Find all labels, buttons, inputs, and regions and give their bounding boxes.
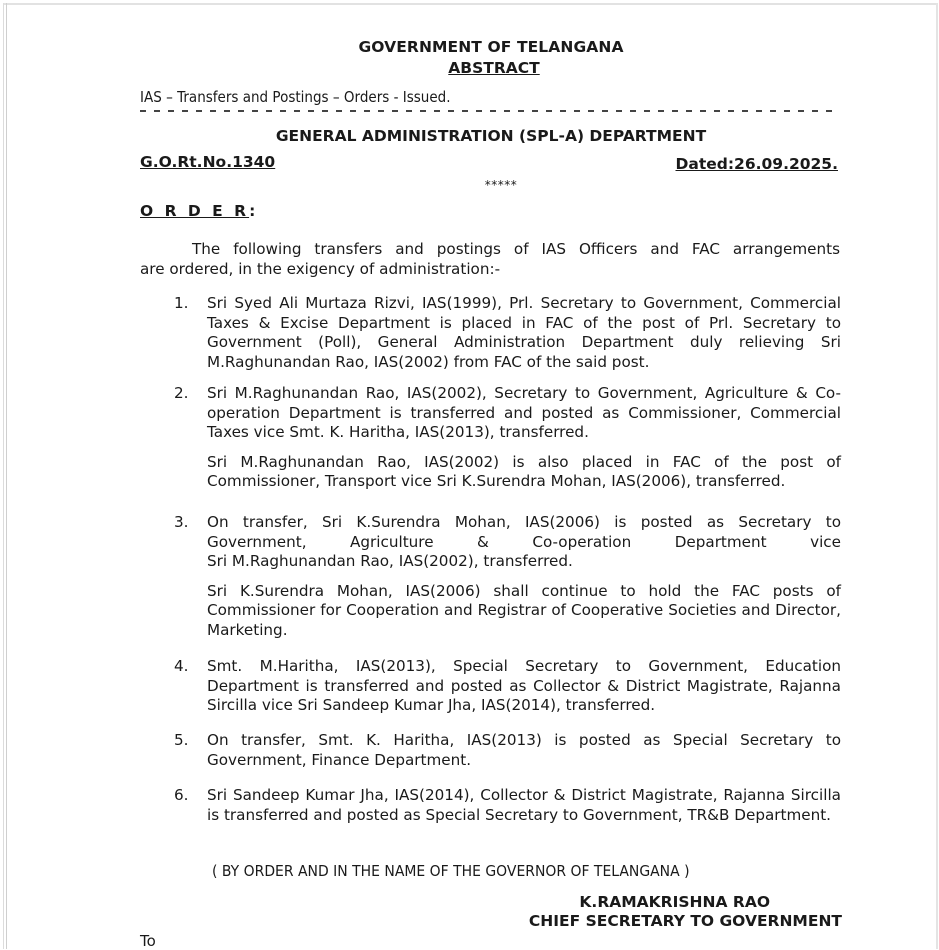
asterisk-separator: ***** [484, 178, 518, 192]
to-label: To [140, 932, 156, 950]
item-text: Sri Sandeep Kumar Jha, IAS(2014), Collector & District Magistrate, Rajanna Sircilla is transferred and posted as Special Secretary to Government, TR&B Department. [207, 786, 841, 824]
subject-line: IAS – Transfers and Postings – Orders - Issued. [140, 88, 451, 106]
item-text: Smt. M.Haritha, IAS(2013), Special Secretary to Government, Education Department is transferred and posted as Collector & District Magistrate, Rajanna Sircilla vice Sri Sandeep Kumar Jha, IAS(2014), transferred. [207, 657, 841, 714]
order-item-5 [174, 731, 841, 770]
abstract-heading [140, 59, 842, 77]
go-number: G.O.Rt.No.1340 [140, 153, 276, 171]
page-border-top [3, 3, 937, 5]
signatory-name: K.RAMAKRISHNA RAO [579, 893, 770, 911]
intro-line-1: The following transfers and postings of IAS Officers and FAC arrangements [192, 240, 840, 258]
order-heading-colon: : [249, 202, 256, 220]
item-text: On transfer, Smt. K. Haritha, IAS(2013) is posted as Special Secretary to Government, Finance Department. [207, 731, 841, 769]
item-number: 6. [174, 786, 189, 804]
order-date: Dated:26.09.2025. [675, 155, 838, 173]
order-heading [140, 202, 255, 220]
order-item-3 [174, 513, 841, 640]
item-text: Sri M.Raghunandan Rao, IAS(2002), transferred. [207, 552, 573, 570]
item-text: Sri Syed Ali Murtaza Rizvi, IAS(1999), Prl. Secretary to Government, Commercial Taxes & Excise Department is placed in FAC of the post of Prl. Secretary to Government (Poll), General Administration Department duly relieving Sri M.Raghunandan Rao, IAS(2002) from FAC of the said post. [207, 294, 841, 371]
order-item-4 [174, 657, 841, 716]
government-heading: GOVERNMENT OF TELANGANA [358, 38, 624, 56]
order-item-1 [174, 294, 841, 372]
item-text: Sri K.Surendra Mohan, IAS(2006) shall continue to hold the FAC posts of Commissioner for Cooperation and Registrar of Cooperative Societies and Director, Marketing. [207, 581, 841, 639]
item-number: 3. [174, 513, 189, 531]
authority-line: ( BY ORDER AND IN THE NAME OF THE GOVERNOR OF TELANGANA ) [212, 862, 690, 880]
intro-line-2: are ordered, in the exigency of administration:- [140, 259, 501, 278]
signatory-title: CHIEF SECRETARY TO GOVERNMENT [528, 912, 842, 930]
order-heading-label: O R D E R [140, 202, 250, 220]
order-intro [140, 240, 840, 279]
item-text: Sri M.Raghunandan Rao, IAS(2002) is also placed in FAC of the post of Commissioner, Transport vice Sri K.Surendra Mohan, IAS(2006), transferred. [207, 452, 841, 490]
abstract-label: ABSTRACT [448, 59, 540, 77]
item-number: 5. [174, 731, 189, 749]
page-border-left-inner [6, 3, 7, 949]
item-number: 1. [174, 294, 189, 312]
dashed-separator [140, 110, 833, 112]
item-text: On transfer, Sri K.Surendra Mohan, IAS(2006) is posted as Secretary to Government, Agriculture & Co-operation Department vice [207, 513, 841, 551]
item-text: Sri M.Raghunandan Rao, IAS(2002), Secretary to Government, Agriculture & Co-operation Department is transferred and posted as Commissioner, Commercial Taxes vice Smt. K. Haritha, IAS(2013), transferred. [207, 384, 841, 441]
order-item-2 [174, 384, 841, 492]
item-number: 2. [174, 384, 189, 402]
item-number: 4. [174, 657, 189, 675]
page-border-right [936, 3, 938, 949]
department-heading: GENERAL ADMINISTRATION (SPL-A) DEPARTMENT [275, 127, 707, 145]
page-border-left [3, 3, 4, 949]
order-item-6 [174, 786, 841, 825]
